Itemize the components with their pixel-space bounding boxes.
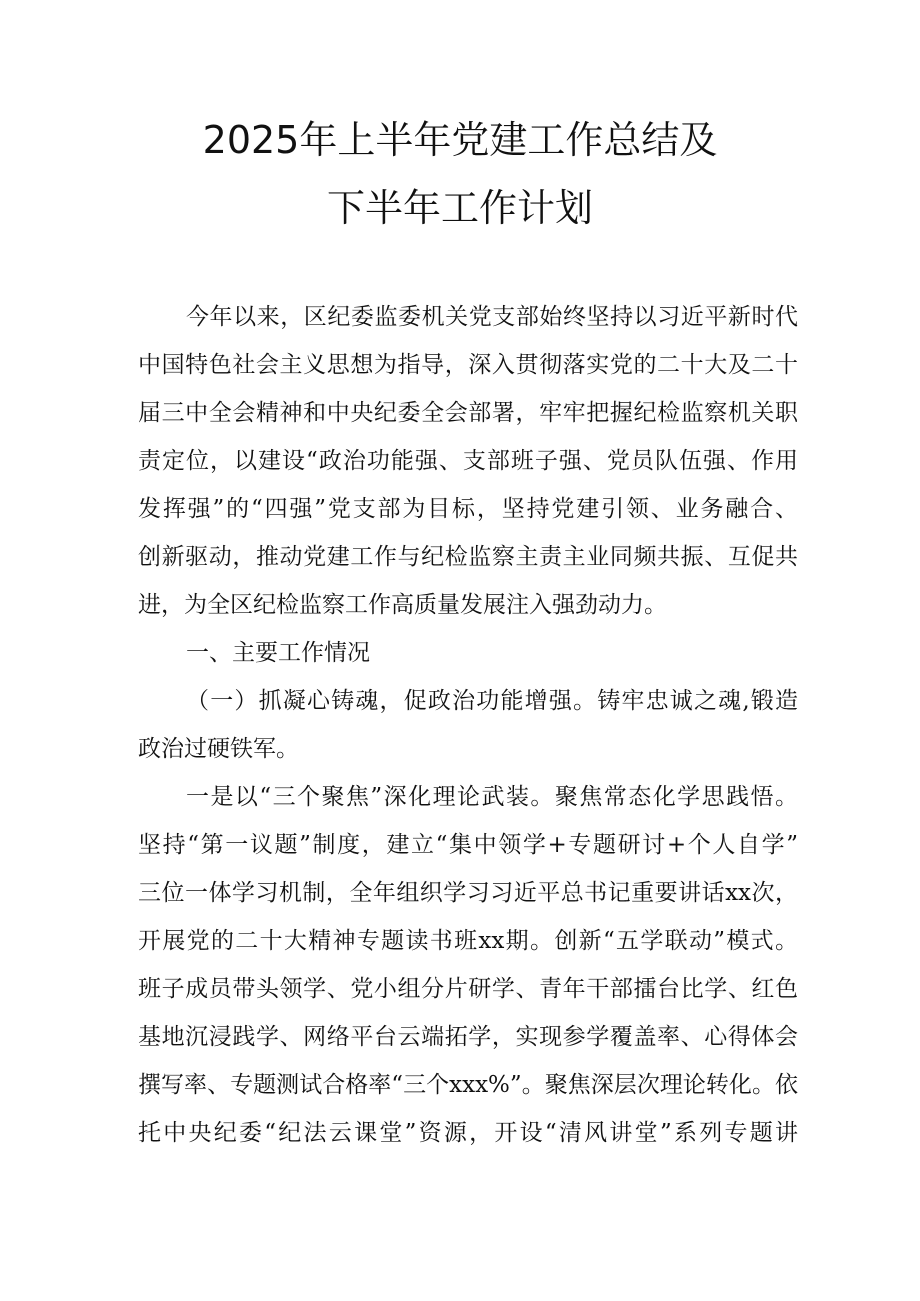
subsection-heading: （一）抓凝心铸魂，促政治功能增强。铸牢忠诚之魂,锻造 <box>186 688 798 714</box>
body-line: 届三中全会精神和中央纪委全会部署，牢牢把握纪检监察机关职 <box>138 400 798 426</box>
document-title-line-1: 2025年上半年党建工作总结及 <box>202 118 718 162</box>
body-line: 责定位，以建设“政治功能强、支部班子强、党员队伍强、作用 <box>138 448 798 474</box>
body-line: 托中央纪委“纪法云课堂”资源，开设“清风讲堂”系列专题讲 <box>138 1120 798 1146</box>
body-line: 开展党的二十大精神专题读书班xx期。创新“五学联动”模式。 <box>138 928 798 954</box>
body-line: 一是以“三个聚焦”深化理论武装。聚焦常态化学思践悟。 <box>186 784 798 810</box>
body-line: 发挥强”的“四强”党支部为目标，坚持党建引领、业务融合、 <box>138 496 798 522</box>
body-line: 政治过硬铁军。 <box>138 736 299 762</box>
section-heading: 一、主要工作情况 <box>186 640 370 666</box>
body-line: 今年以来，区纪委监委机关党支部始终坚持以习近平新时代 <box>186 304 798 330</box>
body-line: 进，为全区纪检监察工作高质量发展注入强劲动力。 <box>138 592 667 618</box>
body-line: 坚持“第一议题”制度，建立“集中领学+专题研讨+个人自学” <box>138 832 798 858</box>
body-line: 基地沉浸践学、网络平台云端拓学，实现参学覆盖率、心得体会 <box>138 1024 798 1050</box>
body-line: 撰写率、专题测试合格率“三个xxx%”。聚焦深层次理论转化。依 <box>138 1072 798 1098</box>
body-line: 三位一体学习机制，全年组织学习习近平总书记重要讲话xx次， <box>138 880 798 906</box>
document-title-line-2: 下半年工作计划 <box>326 186 593 230</box>
body-line: 中国特色社会主义思想为指导，深入贯彻落实党的二十大及二十 <box>138 352 798 378</box>
body-line: 班子成员带头领学、党小组分片研学、青年干部擂台比学、红色 <box>138 976 798 1002</box>
body-line: 创新驱动，推动党建工作与纪检监察主责主业同频共振、互促共 <box>138 544 798 570</box>
